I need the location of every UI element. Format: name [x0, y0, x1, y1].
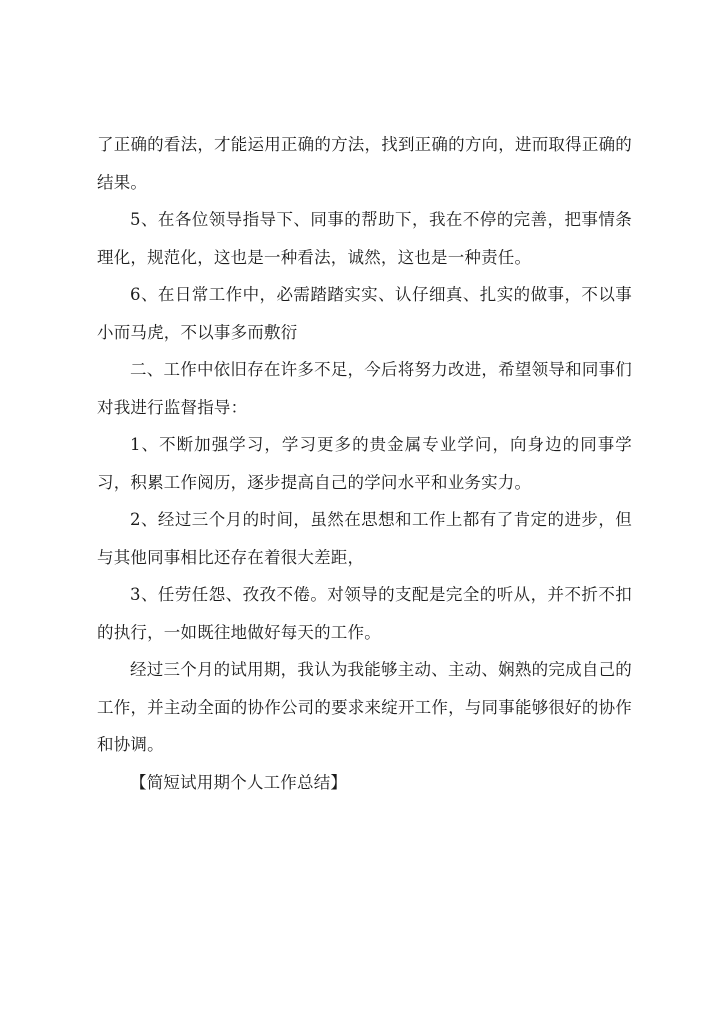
document-body: [97, 126, 632, 801]
paragraph-shortcoming-3: 3、任劳任怨、孜孜不倦。对领导的支配是完全的听从，并不折不扣的执行，一如既往地做好每天的工作。: [97, 585, 632, 642]
paragraph-section-two: 二、工作中依旧存在许多不足，今后将努力改进，希望领导和同事们对我进行监督指导：: [97, 360, 632, 417]
paragraph-shortcoming-2: 2、经过三个月的时间，虽然在思想和工作上都有了肯定的进步，但与其他同事相比还存在着很大差距，: [97, 510, 632, 567]
document-title-bracketed: 【简短试用期个人工作总结】: [130, 772, 348, 792]
paragraph-item-6: 6、在日常工作中，必需踏踏实实、认仔细真、扎实的做事，不以事小而马虎，不以事多而敷衍: [97, 285, 632, 342]
paragraph-shortcoming-1: 1、不断加强学习，学习更多的贵金属专业学问，向身边的同事学习，积累工作阅历，逐步提高自己的学问水平和业务实力。: [97, 435, 632, 492]
paragraph-conclusion-tail: 了正确的看法，才能运用正确的方法，找到正确的方向，进而取得正确的结果。: [97, 135, 632, 192]
paragraph-summary: 经过三个月的试用期，我认为我能够主动、主动、娴熟的完成自己的工作，并主动全面的协作公司的要求来绽开工作，与同事能够很好的协作和协调。: [97, 660, 632, 754]
paragraph-item-5: 5、在各位领导指导下、同事的帮助下，我在不停的完善，把事情条理化，规范化，这也是一种看法，诚然，这也是一种责任。: [97, 210, 632, 267]
